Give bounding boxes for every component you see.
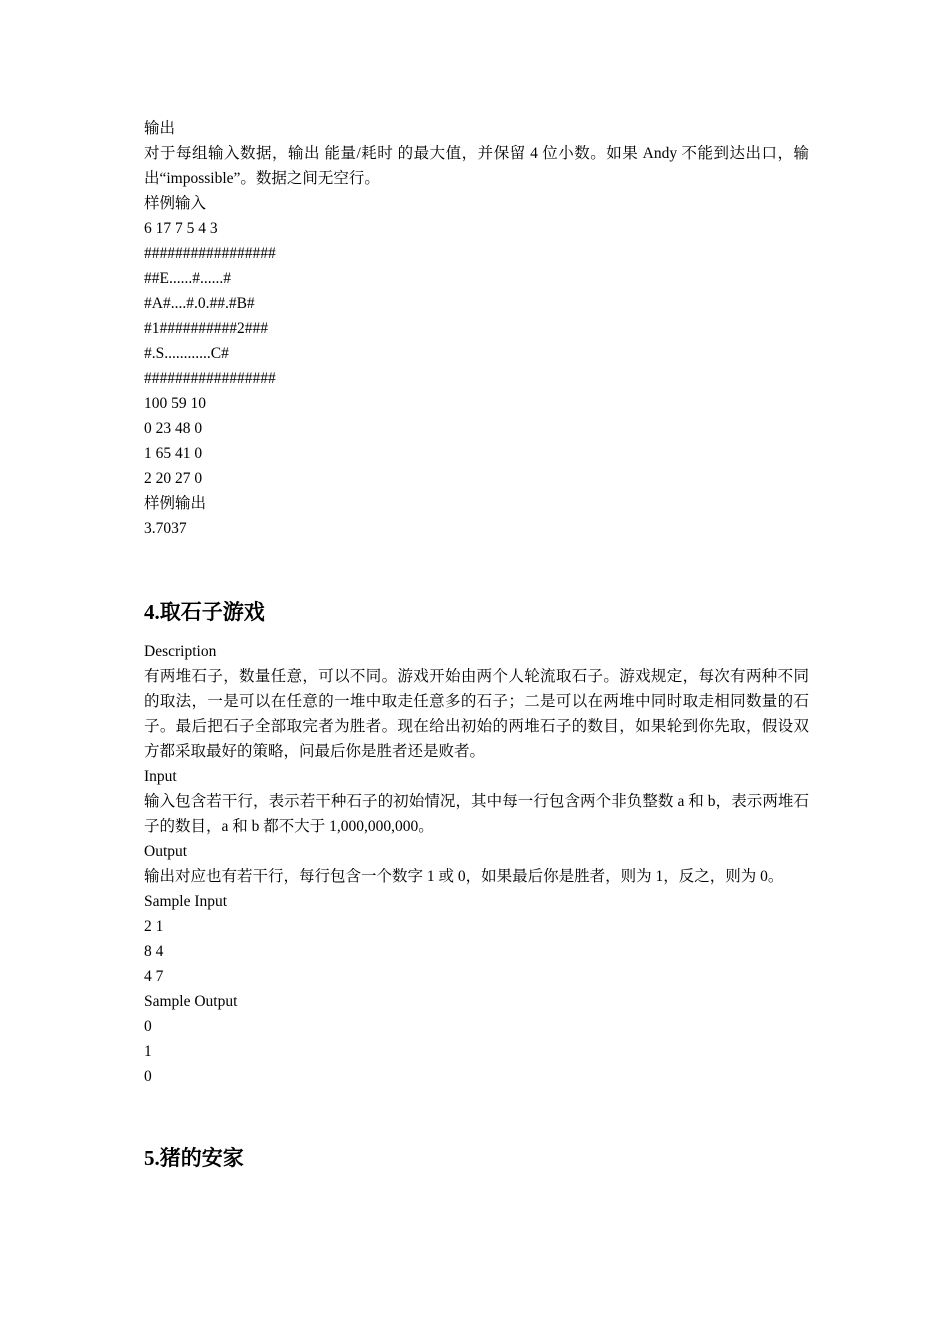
sample-input-line: 8 4: [144, 943, 164, 960]
description-label: Description: [144, 643, 217, 660]
document-page: [144, 116, 809, 1173]
sample-input-line: #A#....#.0.##.#B#: [144, 295, 255, 312]
sample-input-label: 样例输入: [144, 195, 207, 212]
sample-input-line: 2 1: [144, 918, 164, 935]
sample-output-line: 3.7037: [144, 520, 187, 537]
output-label: Output: [144, 843, 188, 860]
output-text: 输出对应也有若干行，每行包含一个数字 1 或 0，如果最后你是胜者，则为 1，反之，则为 0。: [144, 868, 784, 885]
sample-input-line: 4 7: [144, 968, 164, 985]
sample-input-line: #.S............C#: [144, 345, 229, 362]
sample-output-label: 样例输出: [144, 495, 207, 512]
input-text: 输入包含若干行，表示若干种石子的初始情况，其中每一行包含两个非负整数 a 和 b，表示两堆石子的数目，a 和 b 都不大于 1,000,000,000。: [144, 793, 809, 835]
sample-input-line: 2 20 27 0: [144, 470, 203, 487]
input-label: Input: [144, 768, 177, 785]
sample-output-label: Sample Output: [144, 993, 238, 1010]
section-heading-5: [144, 1143, 809, 1173]
heading-title: 猪的安家: [159, 1146, 244, 1170]
sample-input-label: Sample Input: [144, 893, 228, 910]
heading-number: 4.: [144, 600, 160, 624]
section-heading-4: [144, 597, 809, 627]
sample-input-line: ##E......#......#: [144, 270, 231, 287]
heading-number: 5.: [144, 1146, 160, 1170]
sample-input-line: 6 17 7 5 4 3: [144, 220, 218, 237]
sample-input-block: [144, 216, 809, 491]
sample-input-line: #################: [144, 370, 276, 387]
sample-output-line: 0: [144, 1068, 152, 1085]
heading-title: 取石子游戏: [159, 600, 265, 624]
sample-input-line: 100 59 10: [144, 395, 206, 412]
output-label: 输出: [144, 120, 176, 137]
sample-input-line: 1 65 41 0: [144, 445, 203, 462]
sample-input-line: 0 23 48 0: [144, 420, 203, 437]
sample-output-line: 1: [144, 1043, 152, 1060]
sample-input-line: #################: [144, 245, 276, 262]
sample-output-line: 0: [144, 1018, 152, 1035]
sample-input-line: #1##########2###: [144, 320, 268, 337]
output-description: 对于每组输入数据，输出 能量/耗时 的最大值，并保留 4 位小数。如果 Andy 不能到达出口，输出“impossible”。数据之间无空行。: [144, 145, 809, 187]
description-text: 有两堆石子，数量任意，可以不同。游戏开始由两个人轮流取石子。游戏规定，每次有两种不同的取法，一是可以在任意的一堆中取走任意多的石子；二是可以在两堆中同时取走相同数量的石子。最后把石子全部取完者为胜者。现在给出初始的两堆石子的数目，如果轮到你先取，假设双方都采取最好的策略，问最后你是胜者还是败者。: [144, 668, 809, 760]
